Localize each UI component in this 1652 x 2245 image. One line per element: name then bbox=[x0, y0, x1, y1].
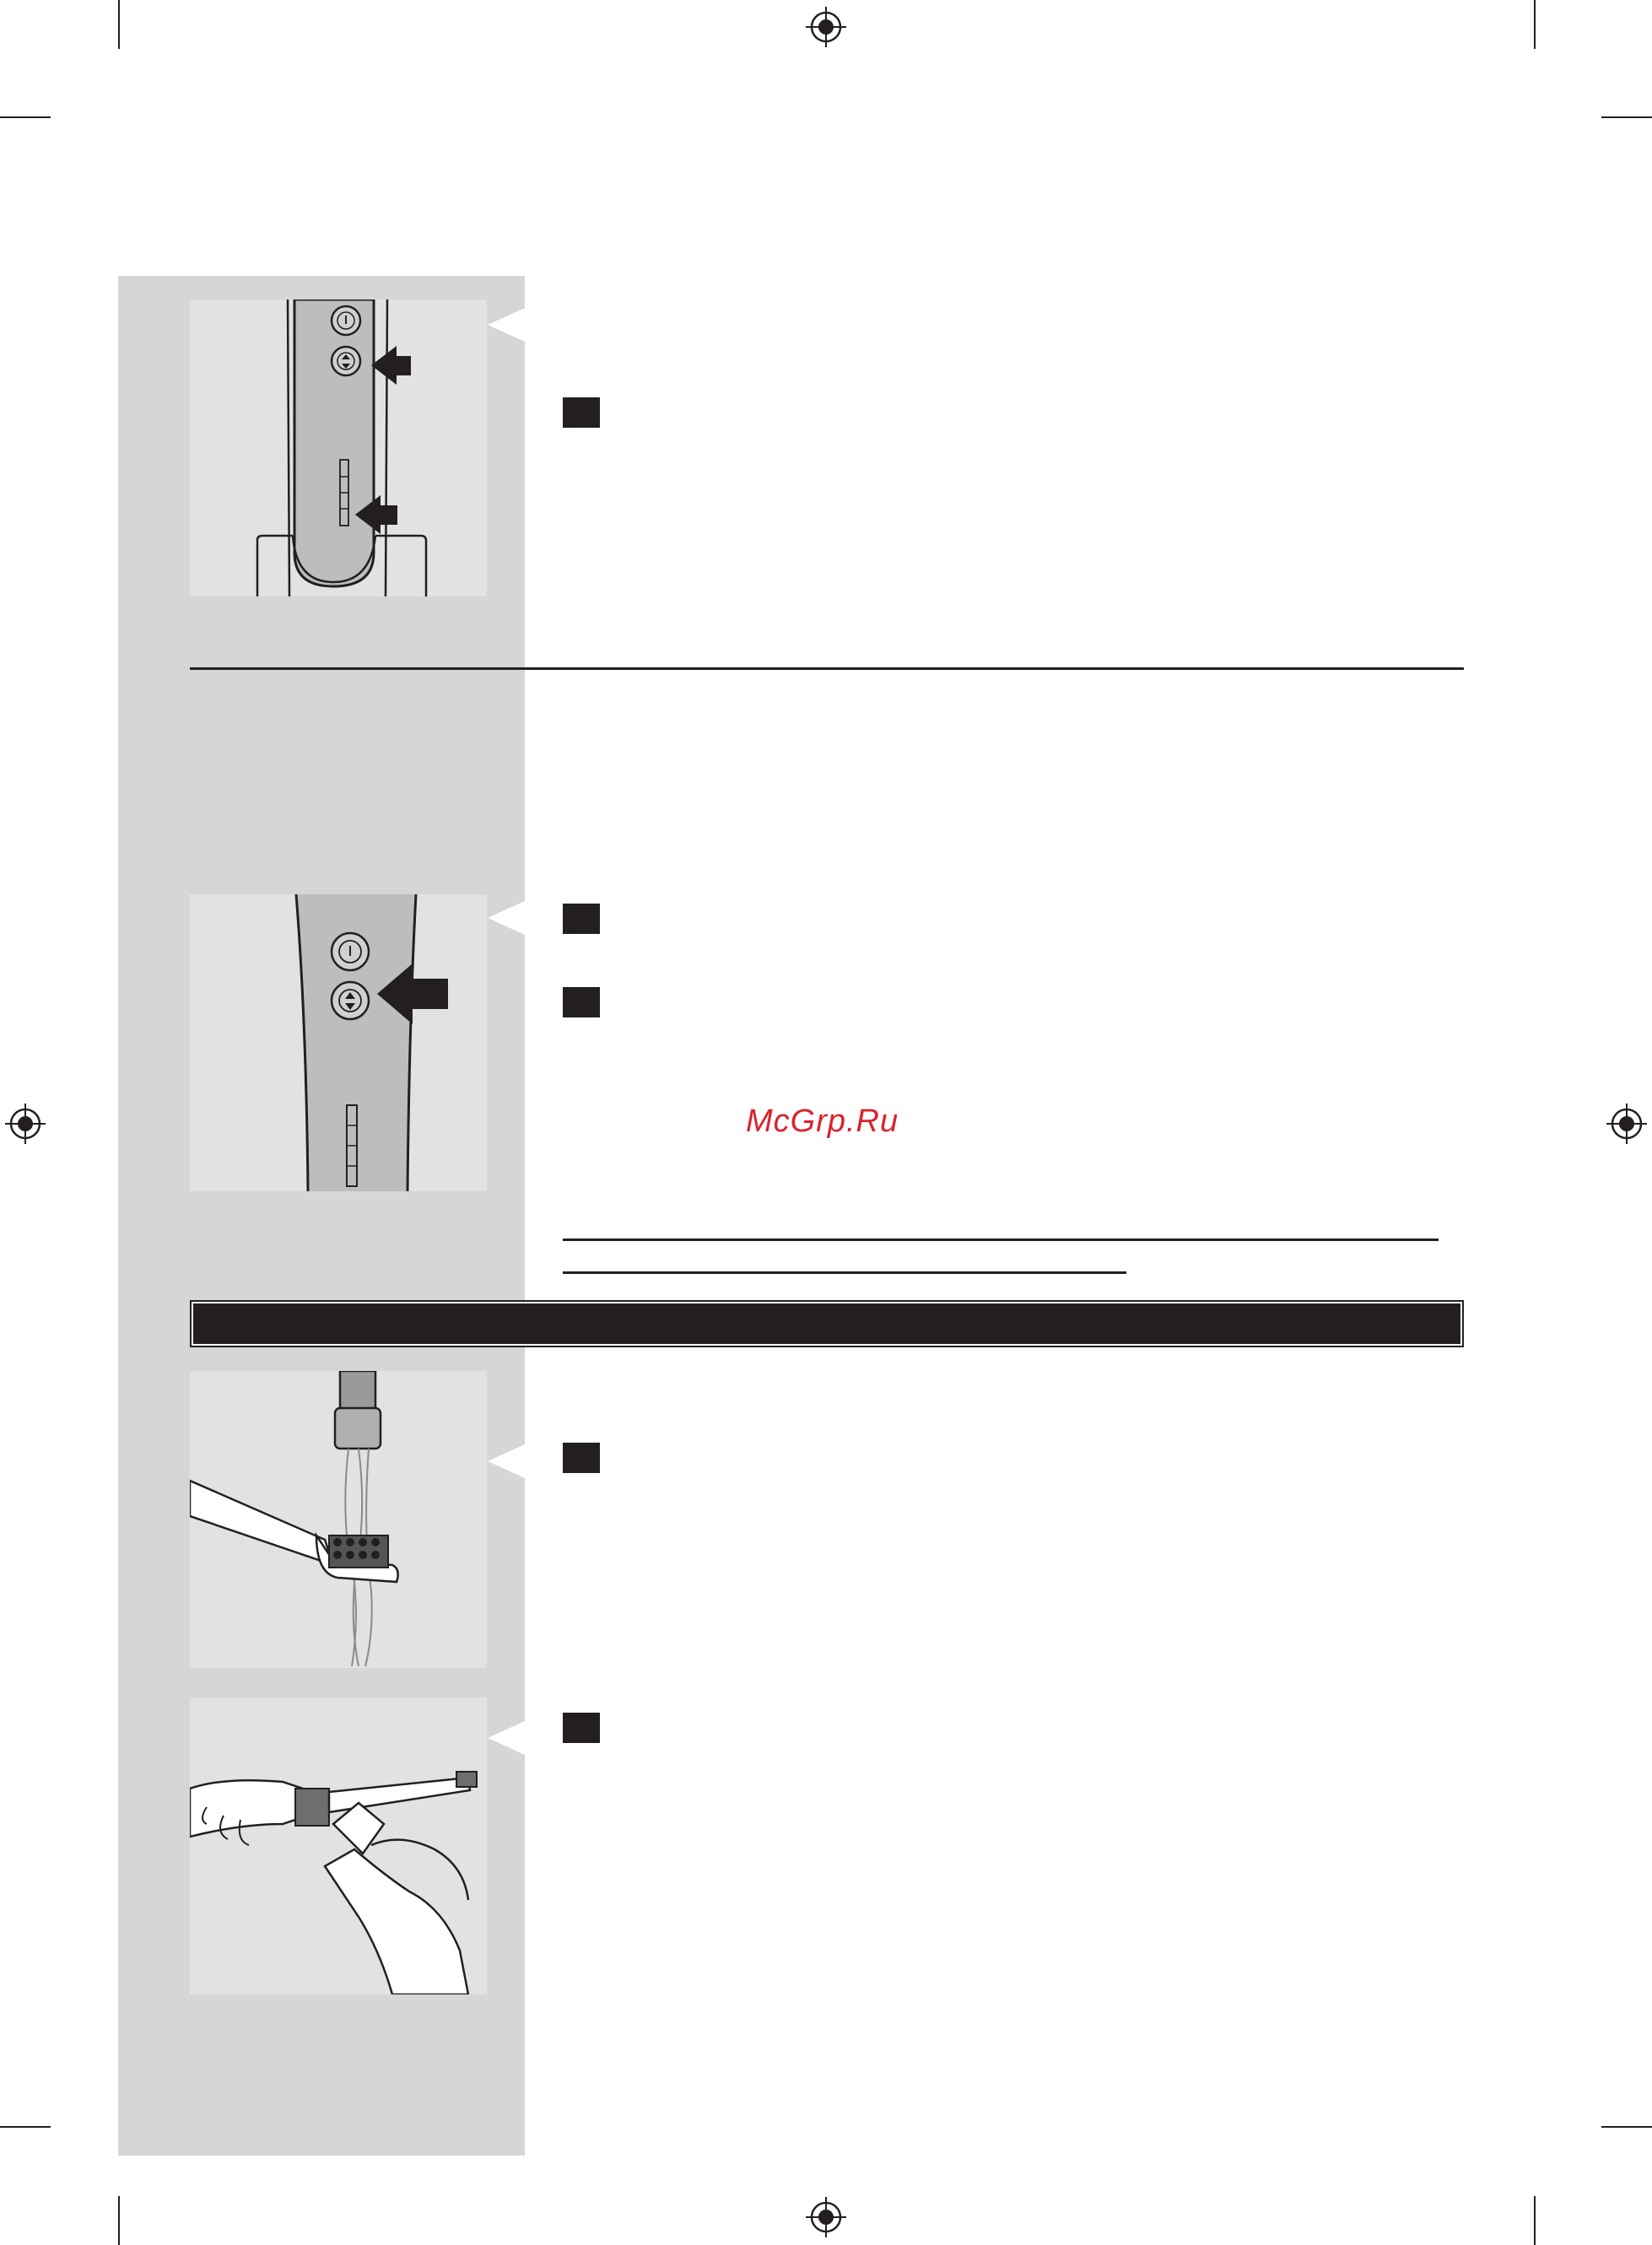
power-button-icon bbox=[332, 933, 369, 970]
crop-mark-icon bbox=[0, 116, 51, 118]
crop-mark-icon bbox=[1601, 116, 1652, 118]
power-button-icon bbox=[332, 306, 360, 335]
crop-mark-icon bbox=[1534, 2196, 1536, 2245]
crop-mark-icon bbox=[1534, 0, 1536, 49]
illustration-remove-brush-head bbox=[190, 1697, 487, 1994]
registration-mark-icon bbox=[5, 1104, 46, 1144]
crop-mark-icon bbox=[1601, 2126, 1652, 2128]
mode-button-icon bbox=[332, 347, 360, 375]
registration-mark-icon bbox=[806, 2197, 846, 2237]
panel-pointer bbox=[488, 308, 525, 342]
section-divider bbox=[190, 667, 1464, 670]
step-number-box bbox=[563, 1713, 600, 1743]
registration-mark-icon bbox=[1606, 1104, 1647, 1144]
step-number-box bbox=[563, 397, 600, 428]
panel-pointer bbox=[488, 1444, 525, 1478]
section-header-bar bbox=[190, 1300, 1464, 1347]
mode-button-icon bbox=[332, 982, 369, 1019]
text-underline bbox=[563, 1239, 1439, 1241]
registration-mark-icon bbox=[806, 7, 846, 47]
illustration-handle-mode-button bbox=[190, 894, 487, 1191]
panel-pointer bbox=[488, 901, 525, 935]
illustration-rinse-brush-head bbox=[190, 1371, 487, 1668]
crop-mark-icon bbox=[118, 2196, 120, 2245]
step-number-box bbox=[563, 904, 600, 934]
illustration-handle-mode-indicator bbox=[190, 300, 487, 596]
watermark: McGrp.Ru bbox=[746, 1104, 899, 1139]
crop-mark-icon bbox=[0, 2126, 51, 2128]
step-number-box bbox=[563, 987, 600, 1017]
text-underline bbox=[563, 1271, 1126, 1274]
arrow-left-icon bbox=[371, 346, 411, 385]
panel-pointer bbox=[488, 1721, 525, 1755]
crop-mark-icon bbox=[118, 0, 120, 49]
step-number-box bbox=[563, 1443, 600, 1473]
